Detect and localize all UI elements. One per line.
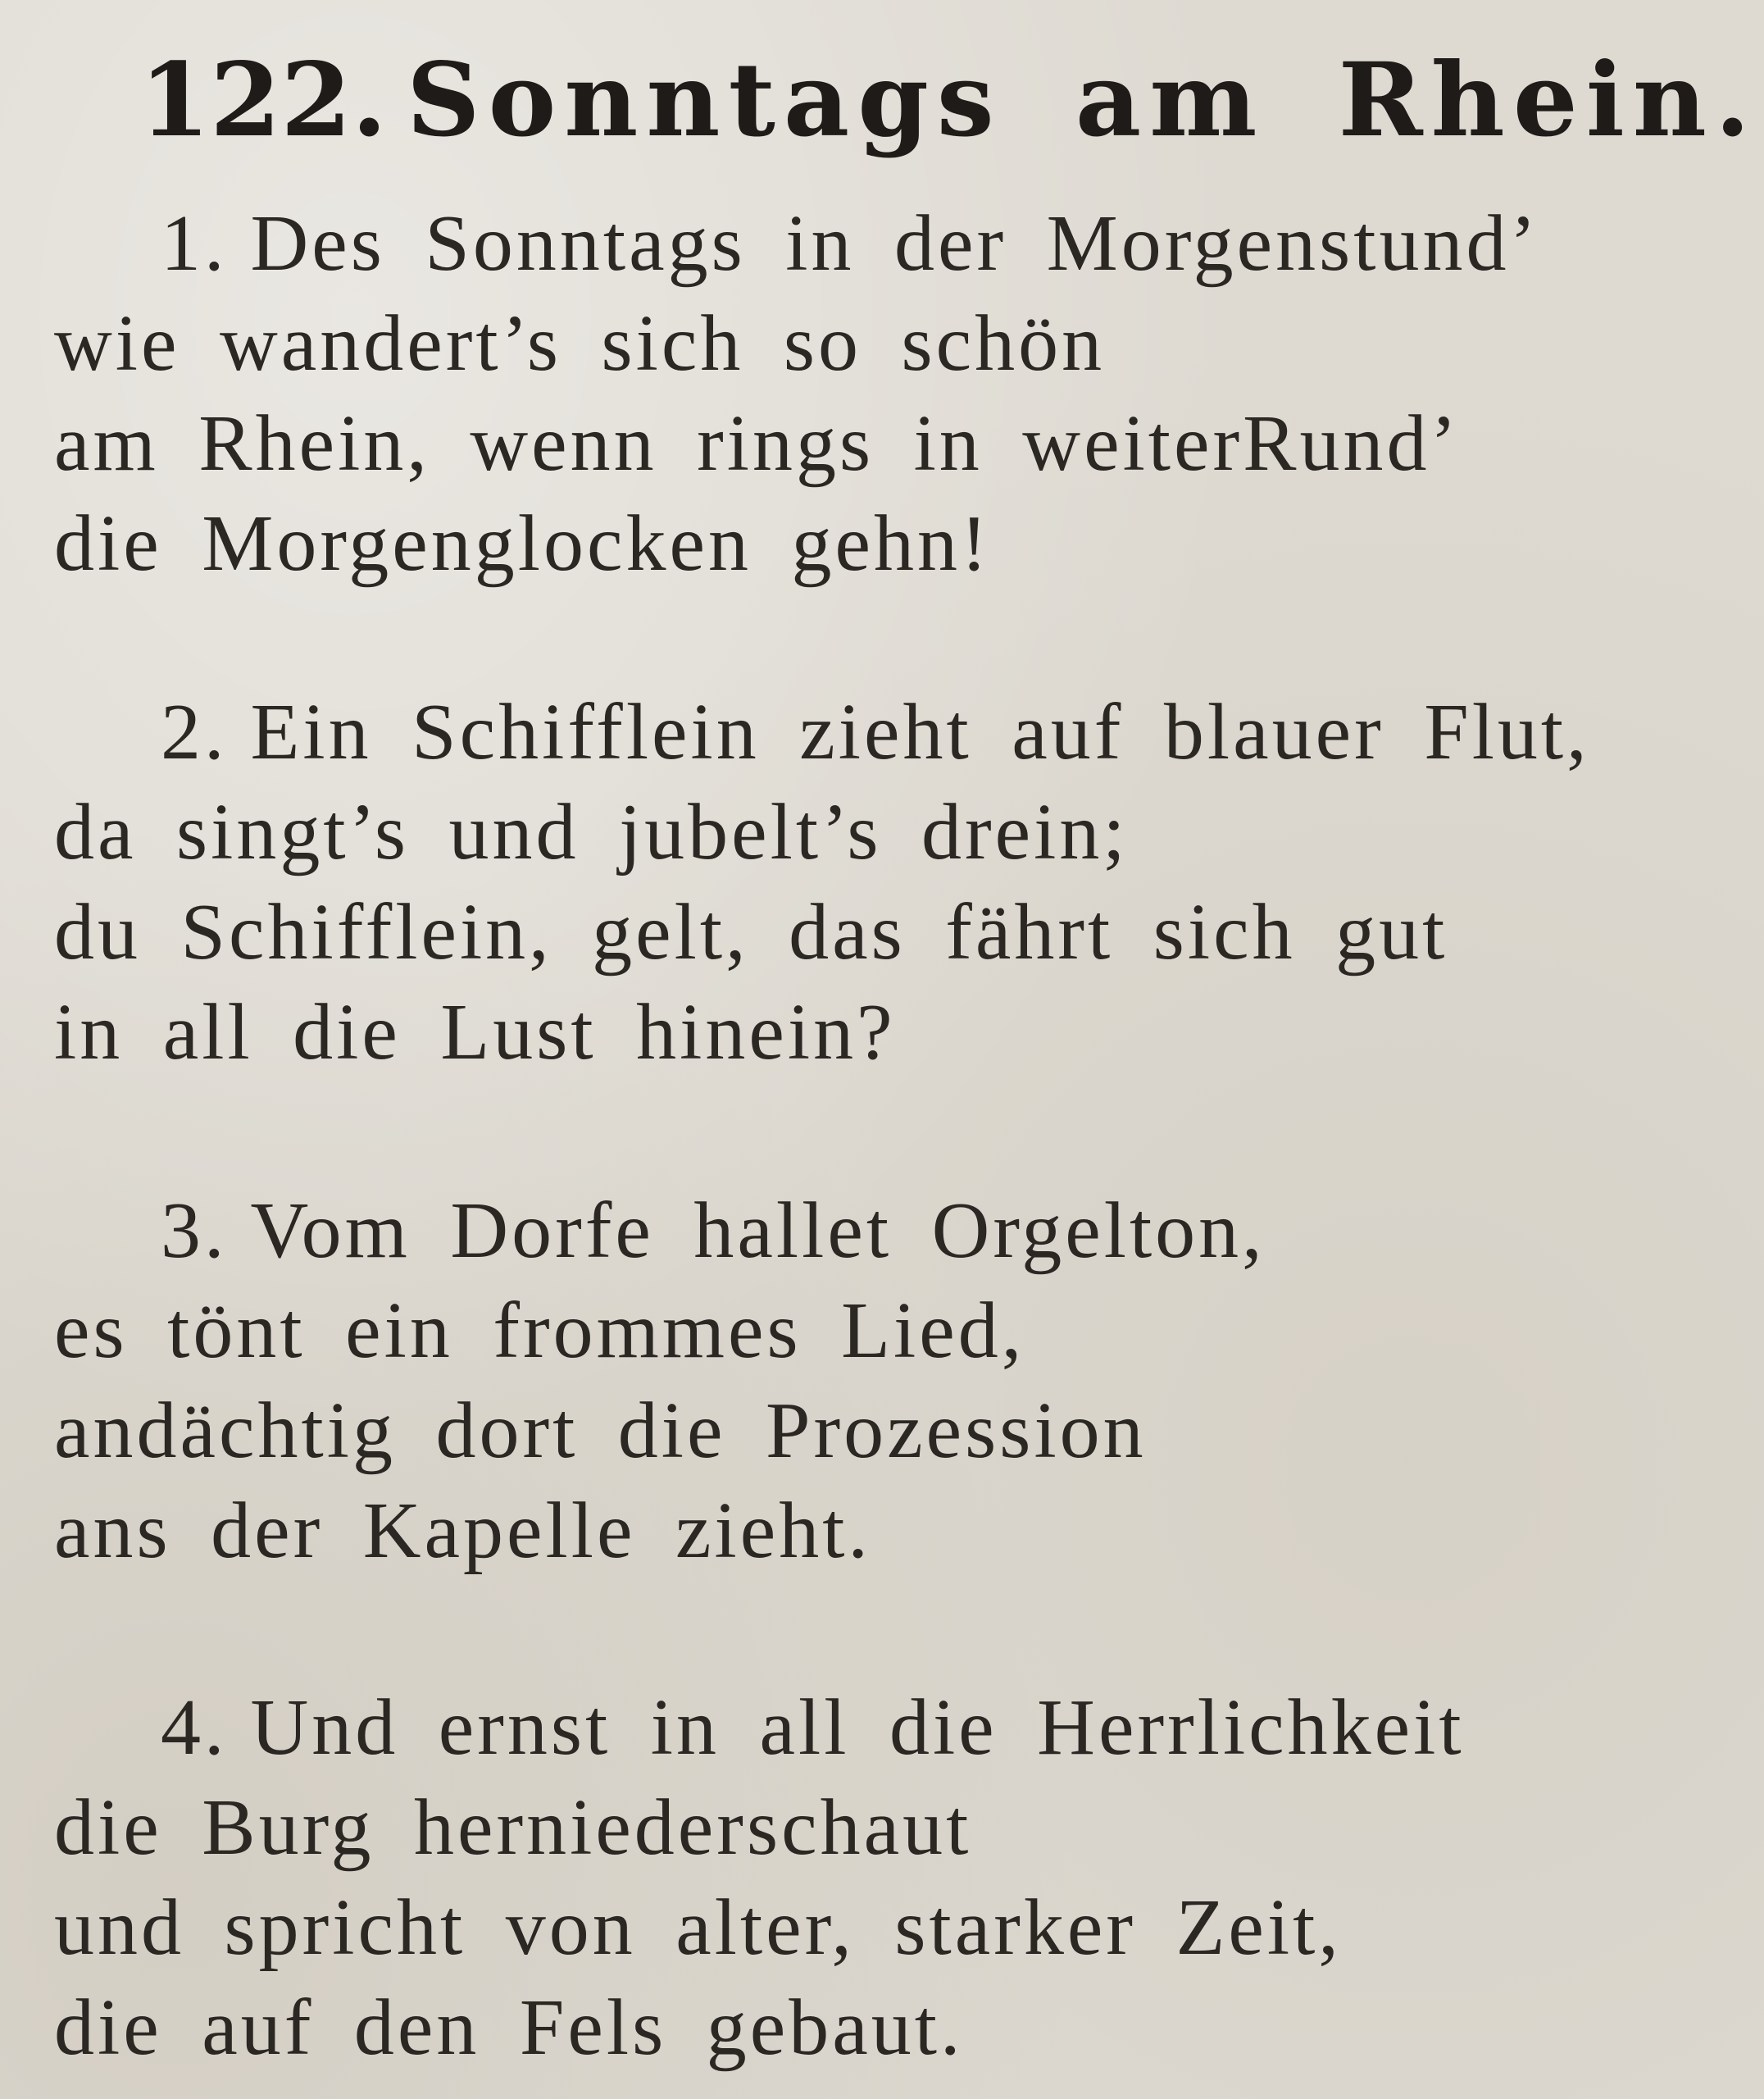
stanza-line bbox=[54, 682, 1590, 782]
stanza-line bbox=[54, 194, 1539, 294]
stanza-2 bbox=[54, 682, 1590, 1082]
stanza-line-text: Und ernst in all die Herrlichkeit bbox=[250, 1683, 1465, 1772]
stanza-line: die auf den Fels gebaut. bbox=[54, 1983, 964, 2072]
song-title bbox=[139, 39, 1758, 162]
stanza-line-text: Vom Dorfe hallet Orgelton, bbox=[250, 1186, 1266, 1275]
stanza-line bbox=[54, 1678, 1465, 1778]
stanza-line: da singt’s und jubelt’s drein; bbox=[54, 788, 1129, 876]
stanza-line bbox=[54, 1181, 1266, 1281]
stanza-line: die Morgenglocken gehn! bbox=[54, 499, 991, 588]
stanza-line: ans der Kapelle zieht. bbox=[54, 1487, 871, 1575]
stanza-line: andächtig dort die Prozession bbox=[54, 1386, 1147, 1475]
stanza-line: du Schifflein, gelt, das fährt sich gut bbox=[54, 888, 1448, 977]
stanza-number: 1. bbox=[161, 199, 228, 288]
stanza-line: es tönt ein frommes Lied, bbox=[54, 1286, 1025, 1375]
stanza-4 bbox=[54, 1678, 1465, 2078]
stanza-line-text: Ein Schifflein zieht auf blauer Flut, bbox=[250, 688, 1590, 776]
stanza-1 bbox=[54, 194, 1539, 594]
stanza-number: 4. bbox=[161, 1683, 228, 1772]
stanza-line: und spricht von alter, starker Zeit, bbox=[54, 1883, 1342, 1972]
stanza-line: die Burg herniederschaut bbox=[54, 1783, 972, 1872]
stanza-number: 3. bbox=[161, 1186, 228, 1275]
stanza-line-text: Des Sonntags in der Morgenstund’ bbox=[250, 199, 1540, 288]
song-number: 122. bbox=[139, 41, 388, 160]
stanza-line: wie wandert’s sich so schön bbox=[54, 299, 1106, 388]
song-title-text: Sonntags am Rhein. bbox=[407, 41, 1759, 160]
stanza-line: am Rhein, wenn rings in weiterRund’ bbox=[54, 399, 1461, 488]
stanza-number: 2. bbox=[161, 688, 228, 776]
stanza-3 bbox=[54, 1181, 1266, 1581]
stanza-line: in all die Lust hinein? bbox=[54, 988, 896, 1077]
